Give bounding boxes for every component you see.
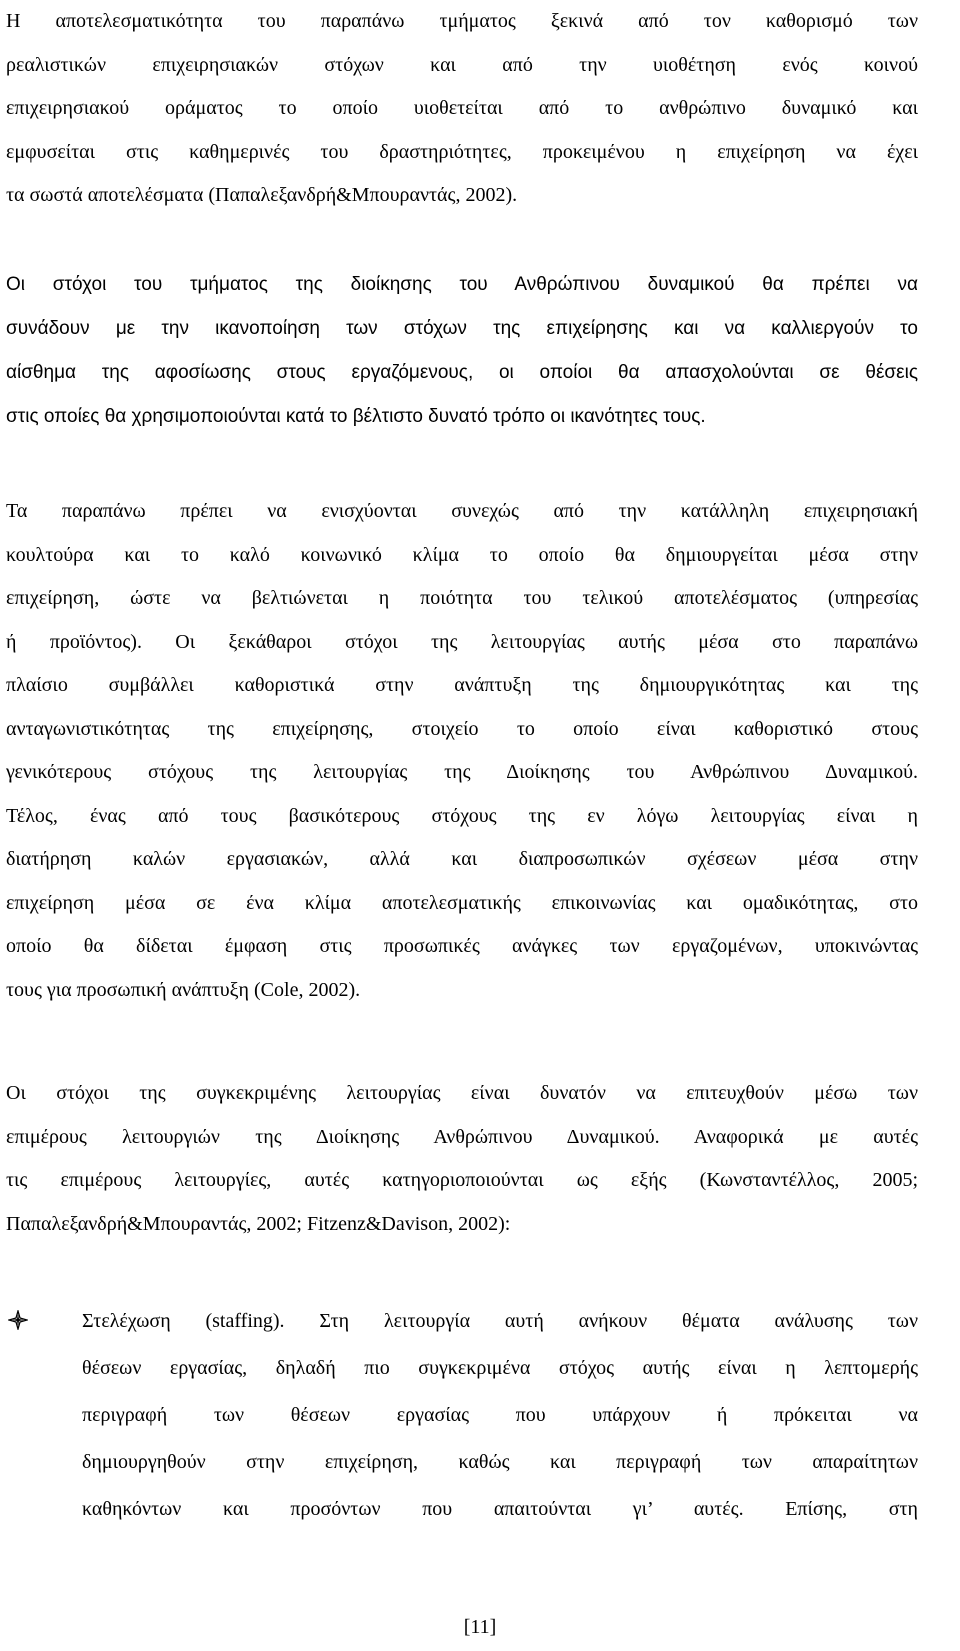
paragraph-line: τους για προσωπική ανάπτυξη (Cole, 2002). (6, 978, 361, 1001)
paragraph-line: κουλτούρα και το καλό κοινωνικό κλίμα το οποίο θα δημιουργείται μέσα στην (6, 543, 918, 566)
paragraph-line: διατήρηση καλών εργασιακών, αλλά και διαπροσωπικών σχέσεων μέσα στην (6, 848, 918, 870)
paragraph-line: εμφυσείται στις καθημερινές του δραστηριότητες, προκειμένου η επιχείρηση να έχει (6, 140, 918, 163)
paragraph-3 (6, 490, 918, 1012)
paragraph-line: επιχειρησιακού οράματος το οποίο υιοθετείται από το ανθρώπινο δυναμικό και (6, 97, 918, 119)
paragraph-line: οποίο θα δίδεται έμφαση στις προσωπικές ανάγκες των εργαζομένων, υποκινώντας (6, 935, 918, 957)
paragraph-1 (6, 0, 918, 218)
paragraph-line: αίσθημα της αφοσίωσης στους εργαζόμενους, οι οποίοι θα απασχολούνται σε θέσεις (6, 362, 918, 383)
paragraph-line: τα σωστά αποτελέσματα (Παπαλεξανδρή&Μπουραντάς, 2002). (6, 184, 518, 206)
paragraph-4 (6, 1072, 918, 1246)
bullet-line: Στελέχωση (staffing). Στη λειτουργία αυτή ανήκουν θέματα ανάλυσης των (82, 1310, 918, 1332)
paragraph-line: Η αποτελεσματικότητα του παραπάνω τμήματος ξεκινά από τον καθορισμό των (6, 10, 918, 32)
paragraph-line: Τα παραπάνω πρέπει να ενισχύονται συνεχώς από την κατάλληλη επιχειρησιακή (6, 500, 918, 522)
paragraph-line: γενικότερους στόχους της λειτουργίας της Διοίκησης του Ανθρώπινου Δυναμικού. (6, 761, 918, 783)
page-number: [11] (463, 1616, 497, 1638)
paragraph-line: Παπαλεξανδρή&Μπουραντάς, 2002; Fitzenz&Davison, 2002): (6, 1212, 511, 1235)
paragraph-line: Οι στόχοι της συγκεκριμένης λειτουργίας είναι δυνατόν να επιτευχθούν μέσω των (6, 1082, 918, 1104)
bullet-line: περιγραφή των θέσεων εργασίας που υπάρχουν ή πρόκειται να (82, 1404, 918, 1426)
bullet-line: θέσεων εργασίας, δηλαδή πιο συγκεκριμένα στόχος αυτής είναι η λεπτομερής (82, 1357, 918, 1379)
paragraph-line: επιμέρους λειτουργιών της Διοίκησης Ανθρώπινου Δυναμικού. Αναφορικά με αυτές (6, 1125, 918, 1148)
diamond-bullet-icon (8, 1310, 28, 1330)
paragraph-line: στις οποίες θα χρησιμοποιούνται κατά το βέλτιστο δυνατό τρόπο οι ικανότητες τους. (6, 406, 706, 427)
paragraph-line: Τέλος, ένας από τους βασικότερους στόχους της εν λόγω λειτουργίας είναι η (6, 804, 918, 827)
paragraph-line: ανταγωνιστικότητας της επιχείρησης, στοιχείο το οποίο είναι καθοριστικό στους (6, 717, 918, 740)
paragraph-line: επιχείρηση μέσα σε ένα κλίμα αποτελεσματικής επικοινωνίας και ομαδικότητας, στο (6, 891, 918, 914)
bullet-line: καθηκόντων και προσόντων που απαιτούνται γι’ αυτές. Επίσης, στη (82, 1498, 918, 1520)
bullet-text (82, 1298, 918, 1533)
paragraph-line: συνάδουν με την ικανοποίηση των στόχων της επιχείρησης και να καλλιεργούν το (6, 318, 918, 339)
paragraph-line: ρεαλιστικών επιχειρησιακών στόχων και από την υιοθέτηση ενός κοινού (6, 53, 918, 76)
paragraph-2 (6, 263, 918, 439)
paragraph-line: επιχείρηση, ώστε να βελτιώνεται η ποιότητα του τελικού αποτελέσματος (υπηρεσίας (6, 587, 918, 609)
paragraph-line: πλαίσιο συμβάλλει καθοριστικά στην ανάπτυξη της δημιουργικότητας και της (6, 674, 918, 696)
bullet-line: δημιουργηθούν στην επιχείρηση, καθώς και περιγραφή των απαραίτητων (82, 1451, 918, 1473)
paragraph-line: ή προϊόντος). Οι ξεκάθαροι στόχοι της λειτουργίας αυτής μέσα στο παραπάνω (6, 630, 918, 653)
paragraph-line: τις επιμέρους λειτουργίες, αυτές κατηγοριοποιούνται ως εξής (Κωνσταντέλλος, 2005; (6, 1169, 918, 1191)
paragraph-line: Οι στόχοι του τμήματος της διοίκησης του Ανθρώπινου δυναμικού θα πρέπει να (6, 274, 918, 295)
